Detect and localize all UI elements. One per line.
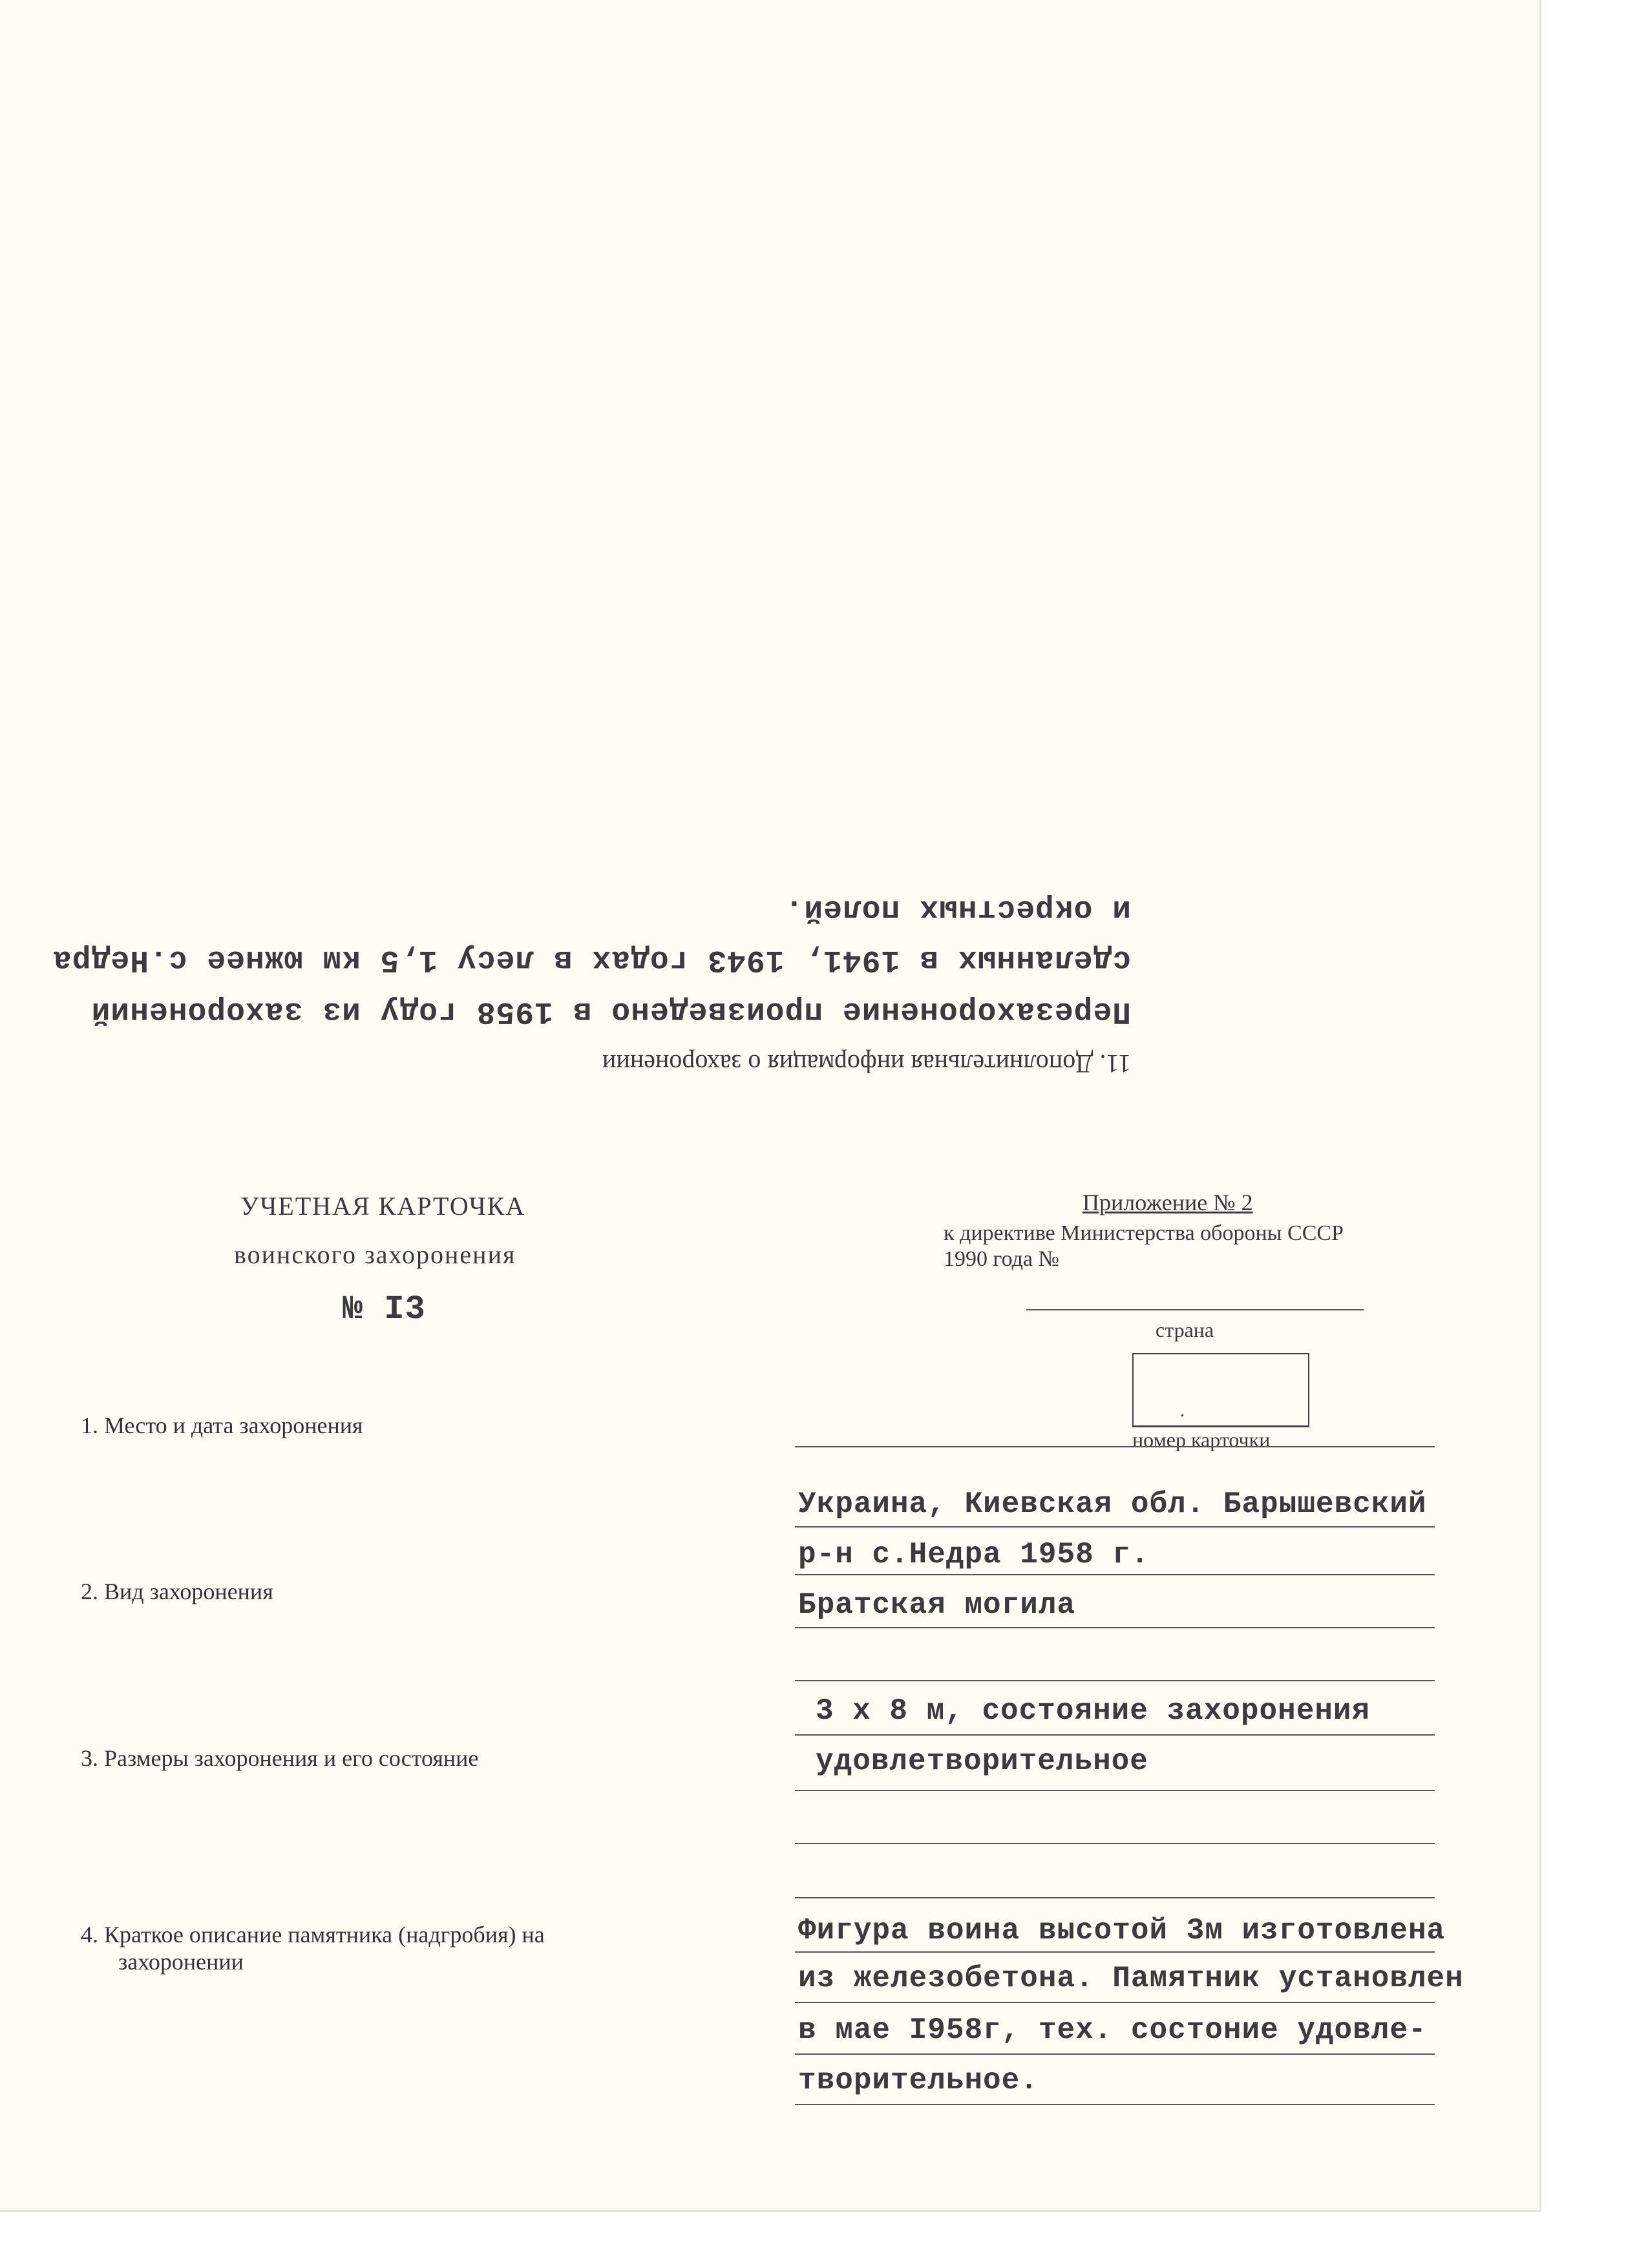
field-4-label-2: захоронении [118,1949,244,1975]
reverse-line-3: и окрестных полей. [784,892,1131,927]
field-4-line-4: творительное. [798,2064,1039,2097]
field-3-rule-1 [795,1734,1435,1736]
card-number-box-value: . [1180,1401,1185,1421]
field-4-line-2: из железобетона. Памятник установлен [798,1962,1464,1995]
country-line [1026,1309,1364,1310]
field-4-rule-4 [795,2104,1435,2105]
field-3-rule-2 [795,1790,1435,1791]
reverse-heading: 11. Дополнительная информация о захоронении [602,1049,1131,1078]
field-4-rule-3 [795,2053,1435,2055]
field-1-line-1: Украина, Киевская обл. Барышевский [798,1487,1427,1521]
card-subtitle: воинского захоронения [234,1240,516,1269]
reverse-section [52,846,1131,1079]
card-number: № I3 [343,1290,426,1328]
directive-line-2: 1990 года № [944,1247,1059,1271]
field-3-rule-3 [795,1843,1435,1844]
field-1-rule-2 [795,1574,1435,1575]
field-4-rule-top [795,1897,1435,1898]
card-number-box [1132,1353,1309,1427]
field-4-line-3: в мае I958г, тех. состоние удовле- [798,2013,1427,2047]
field-4-rule-1 [795,1951,1435,1953]
field-1-label: 1. Место и дата захоронения [81,1412,363,1438]
field-2-label: 2. Вид захоронения [81,1579,273,1604]
card-title: УЧЕТНАЯ КАРТОЧКА [240,1192,526,1221]
field-1-line-2: р-н с.Недра 1958 г. [798,1538,1150,1571]
field-1-rule [795,1526,1435,1528]
country-label: страна [1156,1318,1214,1341]
reverse-line-2: сделанных в 1941, 1943 годах в лесу 1,5 км южнее с.Недра [52,942,1131,977]
field-3-line-1: 3 х 8 м, состояние захоронения [816,1694,1371,1728]
field-1-rule-top [795,1446,1435,1447]
appendix-label: Приложение № 2 [1083,1190,1253,1215]
field-3-line-2: удовлетворительное [816,1745,1148,1778]
reverse-line-1: Перезахоронение произведено в 1958 году из захоронений [90,994,1131,1029]
field-2-rule-2 [795,1680,1435,1681]
field-4-rule-2 [795,2002,1435,2003]
field-4-line-1: Фигура воина высотой 3м изготовлена [798,1914,1446,1948]
field-4-label-1: 4. Краткое описание памятника (надгробия) на [81,1922,545,1948]
field-2-rule-1 [795,1627,1435,1628]
directive-line-1: к директиве Министерства обороны СССР [944,1221,1344,1245]
card-number-label: номер карточки [1132,1428,1271,1451]
field-2-line-1: Братская могила [798,1588,1076,1622]
field-3-label: 3. Размеры захоронения и его состояние [81,1745,479,1771]
